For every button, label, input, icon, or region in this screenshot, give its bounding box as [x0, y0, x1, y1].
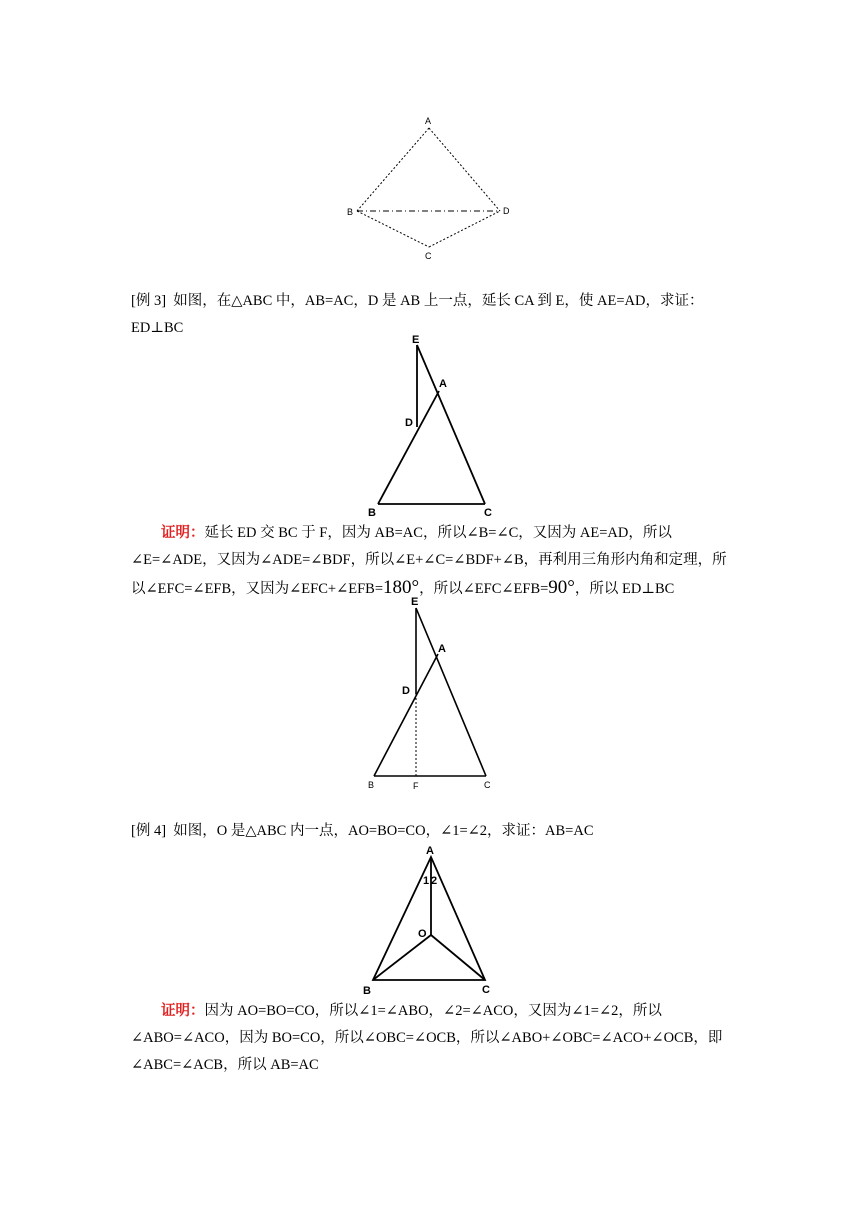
label-d: D — [402, 685, 410, 697]
label-c: C — [425, 251, 432, 261]
figure-triangle-o — [360, 842, 500, 1000]
label-a: A — [438, 643, 446, 655]
proof4-paragraph — [131, 998, 731, 1079]
figure-kite-abcd — [340, 110, 520, 265]
label-c: C — [484, 507, 492, 519]
proof3-value2: 90° — [548, 577, 575, 598]
segment-ec — [416, 608, 486, 776]
example3-text-line1: 如图，在△ABC 中，AB=AC，D 是 AB 上一点，延长 CA 到 E，使 AE=AD，求证： — [173, 293, 704, 309]
label-o: O — [418, 928, 427, 940]
proof4-text: 因为 AO=BO=CO，所以∠1=∠ABO，∠2=∠ACO，又因为∠1=∠2，所以∠ABO=∠ACO，因为 BO=CO，所以∠OBC=∠OCB，所以∠ABO+∠OBC=∠ACO+∠OCB，即∠ABC=∠ACB，所以 AB=AC — [131, 1003, 723, 1073]
proof3-label: 证明： — [161, 525, 205, 541]
segment-co — [431, 935, 485, 980]
label-b: B — [368, 780, 375, 790]
label-e: E — [411, 596, 419, 608]
example3-line1 — [131, 288, 731, 315]
label-b: B — [347, 207, 354, 217]
label-c: C — [482, 984, 490, 996]
segment-ab — [357, 128, 429, 211]
example3-tag: [例 3] — [131, 293, 167, 309]
label-a: A — [425, 116, 432, 126]
proof3-paragraph — [131, 520, 731, 603]
label-c: C — [484, 780, 491, 790]
figure-triangle-ede — [360, 332, 500, 522]
figure-triangle-with-f — [360, 592, 505, 797]
label-angle-1: 1 — [423, 875, 430, 887]
label-d: D — [405, 417, 413, 429]
label-angle-2: 2 — [431, 875, 438, 887]
example4-text: 如图，O 是△ABC 内一点，AO=BO=CO，∠1=∠2，求证：AB=AC — [173, 823, 594, 839]
segment-bc — [357, 211, 429, 247]
proof3-part2: ，所以∠EFC∠EFB= — [419, 581, 549, 597]
label-a: A — [439, 378, 447, 390]
segment-ec — [417, 345, 485, 504]
label-f: F — [413, 781, 419, 791]
proof3-value1: 180° — [383, 577, 420, 598]
label-a: A — [426, 845, 434, 857]
segment-cd — [429, 211, 500, 247]
example3-line2: ED⊥BC — [131, 320, 184, 336]
proof3-part3: ，所以 ED⊥BC — [574, 581, 675, 597]
proof4-label: 证明： — [161, 1003, 205, 1019]
proof3-part1: 延长 ED 交 BC 于 F，因为 AB=AC，所以∠B=∠C，又因为 AE=AD，所以∠E=∠ADE，又因为∠ADE=∠BDF，所以∠E+∠C=∠BDF+∠B，再利用三角形内角和定理，所以∠EFC=∠EFB，又因为∠EFC+∠EFB= — [131, 525, 727, 597]
segment-ad — [429, 128, 500, 211]
segment-bo — [373, 935, 431, 980]
label-b: B — [368, 507, 376, 519]
segment-ba — [378, 391, 439, 504]
label-e: E — [412, 334, 420, 346]
segment-ba — [374, 654, 438, 776]
label-b: B — [363, 985, 371, 997]
example4-statement — [131, 818, 731, 845]
example4-tag: [例 4] — [131, 823, 167, 839]
label-d: D — [503, 206, 510, 216]
